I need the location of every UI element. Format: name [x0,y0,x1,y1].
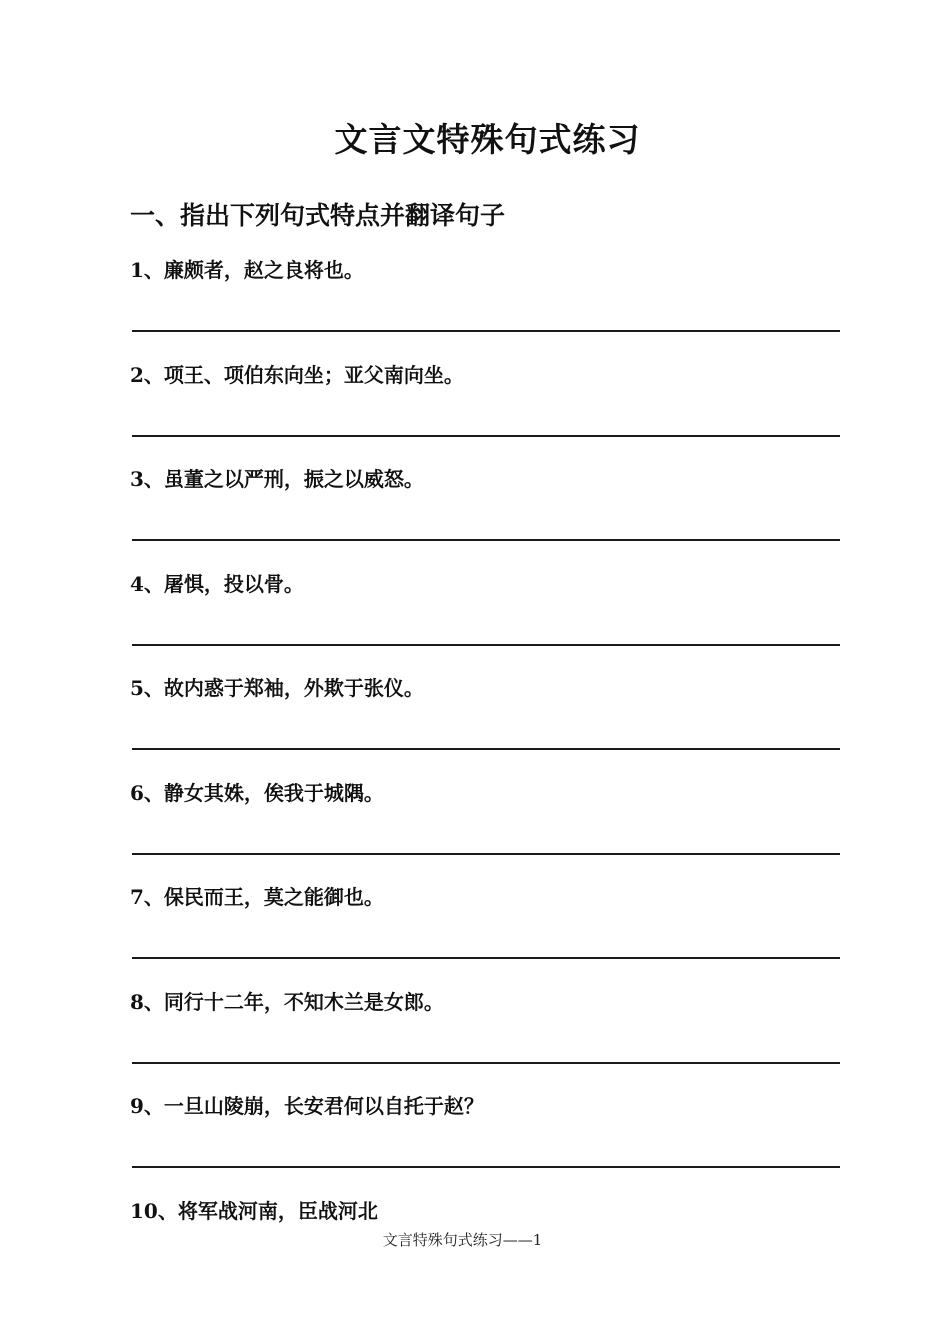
question-list [130,255,840,1300]
question-item [130,778,840,883]
answer-line[interactable] [132,853,840,855]
question-text: 7、保民而王，莫之能御也。 [130,885,384,909]
page-footer: 文言特殊句式练习——1 [382,1231,543,1249]
question-item [130,673,840,778]
answer-line[interactable] [132,957,840,959]
question-text: 9、一旦山陵崩，长安君何以自托于赵？ [130,1094,484,1118]
answer-line[interactable] [132,748,840,750]
question-item [130,882,840,987]
page-title: 文言文特殊句式练习 [334,120,641,159]
answer-line[interactable] [132,539,840,541]
question-text: 4、屠惧，投以骨。 [130,571,304,596]
question-item [130,360,840,465]
question-text: 3、虽董之以严刑，振之以威怒。 [130,467,424,491]
question-text: 2、项王、项伯东向坐；亚父南向坐。 [130,362,464,387]
question-item [130,569,840,674]
answer-line[interactable] [132,1166,840,1168]
question-item [130,255,840,360]
answer-line[interactable] [132,1062,840,1064]
section-heading: 一、指出下列句式特点并翻译句子 [130,201,506,230]
answer-line[interactable] [132,330,840,332]
question-item [130,987,840,1092]
answer-line[interactable] [132,435,840,437]
question-text: 10、将军战河南，臣战河北 [130,1198,378,1223]
answer-line[interactable] [132,644,840,646]
question-item [130,1091,840,1196]
question-text: 5、故内惑于郑袖，外欺于张仪。 [130,676,424,700]
question-text: 6、静女其姝，俟我于城隅。 [130,780,384,805]
question-item [130,464,840,569]
question-text: 8、同行十二年，不知木兰是女郎。 [130,989,444,1014]
question-text: 1、廉颇者，赵之良将也。 [130,258,364,282]
